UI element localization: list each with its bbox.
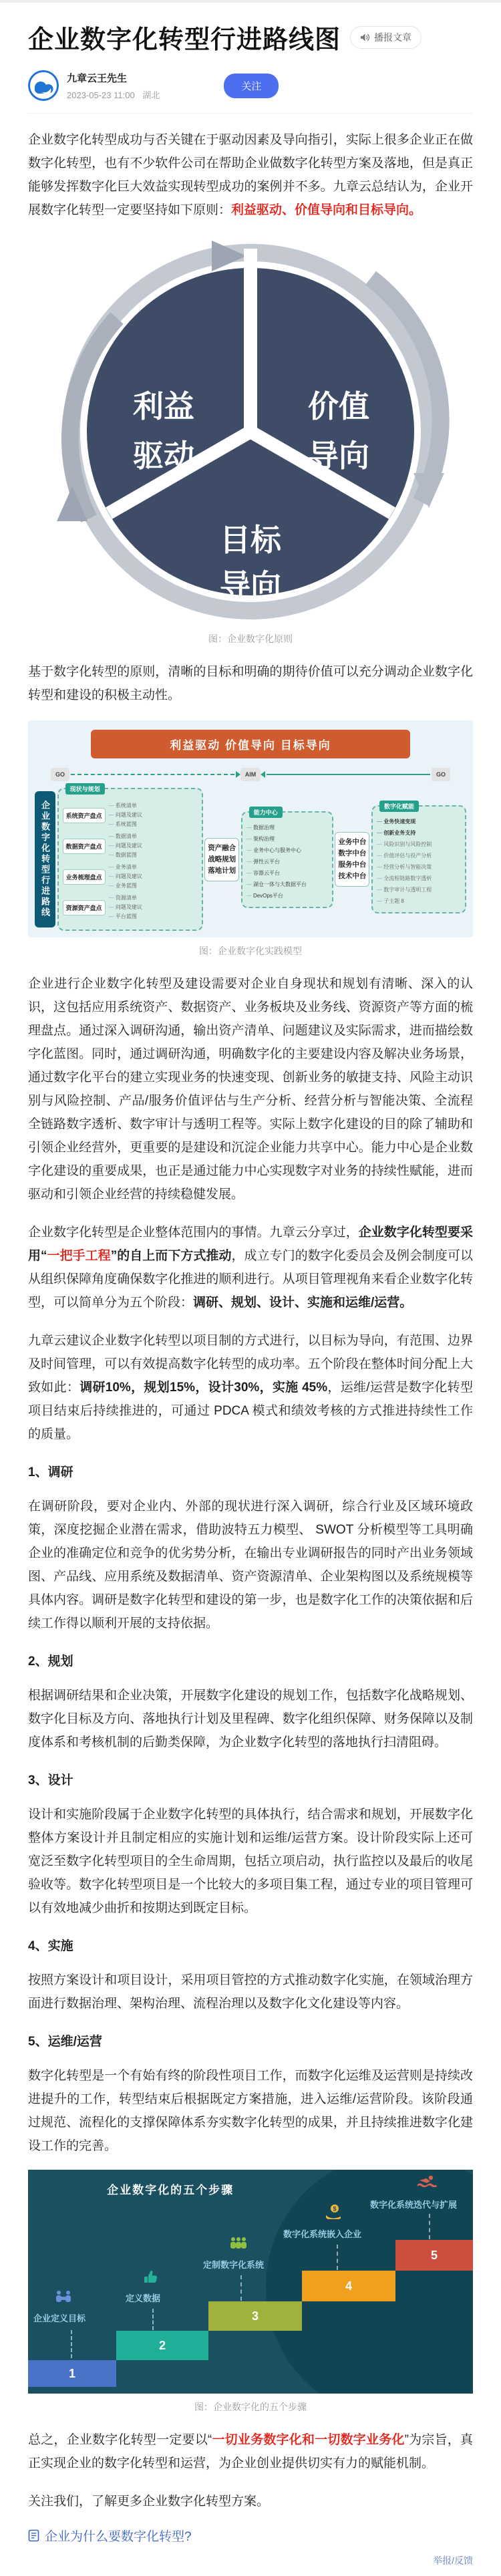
arrow-left-icon (261, 771, 265, 778)
step-1-connector (71, 2330, 72, 2358)
mindmap-branch (63, 893, 198, 921)
dashed-arrow-line (71, 774, 234, 775)
publish-location: 湖北 (142, 90, 160, 100)
leaf-item: — 问题及建议 (109, 841, 142, 851)
branch-node: 数据资产盘点 (63, 839, 106, 854)
section-2-heading: 2、规划 (28, 1655, 73, 1669)
leaf-item: — 业务清单 (109, 863, 142, 872)
conclusion-paragraph (28, 2428, 473, 2475)
article (0, 19, 501, 2567)
outro-text-2: ”为宗旨，真正实现企业的数字化转型和运营，为企业创业提供切实有力的赋能机制。 (28, 2433, 473, 2470)
broadcast-label: 播报文章 (374, 31, 412, 43)
swimmer-icon (417, 2175, 437, 2190)
enablement-item: — 数字审计与透明工程 (377, 884, 461, 895)
strategy-node (204, 838, 239, 881)
intro-paragraph (28, 128, 473, 222)
mindmap-branch (63, 801, 198, 829)
platform-line: 业务中台 (338, 838, 367, 846)
step-2-connector (152, 2309, 154, 2330)
strategy-line: 战略规划 (208, 855, 236, 863)
platform-line: 服务中台 (338, 861, 367, 869)
segment-benefit-line1: 利益 (133, 389, 194, 424)
follow-us-line: 关注我们，了解更多企业数字化转型方案。 (28, 2494, 270, 2509)
step-3-connector (240, 2275, 242, 2301)
step-5-connector (429, 2214, 430, 2239)
author-name[interactable]: 九章云王先生 (67, 72, 128, 84)
arrow-right-icon (236, 771, 240, 778)
author-row (28, 70, 473, 101)
capability-item: — 数据治理 (246, 822, 328, 833)
related-article-link[interactable]: 企业为什么要数字化转型? (45, 2530, 192, 2544)
section-3-body: 设计和实施阶段属于企业数字化转型的具体执行，结合需求和规划，开展数字化整体方案设计并且制定相应的实施计划和运维/运营方案。设计阶段实际上还可宽泛至数字化转型项目的全生命周期，包括立项启动，执行监控以及最后的收尾验收等。数字化转型项目是一个比较大的多项目集工程，通过专业的项目管理可以有效地减少曲折和按期达到既定目标。 (28, 1808, 473, 1915)
capability-item: — 弹性云平台 (246, 856, 328, 867)
publish-datetime: 2023-05-23 11:00 (67, 90, 135, 100)
svg-text:$: $ (333, 2205, 337, 2212)
related-article-row[interactable] (28, 2527, 473, 2545)
section-1-heading: 1、调研 (28, 1465, 73, 1479)
step-1-label: 企业定义目标 (33, 2313, 86, 2323)
capability-item: — 容器云平台 (246, 867, 328, 879)
segment-value-line2: 导向 (308, 438, 369, 473)
practice-model-figure (28, 720, 473, 938)
section-4-heading: 4、实施 (28, 1939, 73, 1953)
solid-arrow-line (267, 774, 430, 775)
mindmap (35, 788, 466, 931)
capability-item: — 业务中心与服务中心 (246, 845, 328, 856)
principles-red-text: 利益驱动、价值导向和目标导向。 (231, 203, 422, 217)
go-node: GO (51, 768, 69, 781)
group-digital-enablement (371, 805, 466, 913)
enablement-item: — 业务快速变现 (377, 816, 461, 827)
section-2-body: 根据调研结果和企业决策，开展数字化建设的规划工作，包括数字化战略规划、数字化目标及方向、落地执行计划及里程碑、数字化组织保障、财务保障以及制度体系和考核机制的后勤类保障，为企业数字化转型的落地执行扫清阻碍。 (28, 1689, 473, 1749)
branch-node: 系统资产盘点 (63, 808, 106, 823)
group-capability-center-tag: 能力中心 (249, 807, 283, 818)
strategy-line: 资产融合 (208, 843, 236, 852)
capability-item: — DevOps平台 (246, 890, 328, 901)
money-hand-icon (325, 2204, 342, 2223)
group-current-state (57, 788, 203, 931)
section-5-body: 数字化转型是一个有始有终的阶段性项目工作，而数字化运维及运营则是持续改进提升的工作，转型结束后根据既定方案措施，进入运维/运营阶段。该阶段通过规范、流程化的支撑保障体系夯实数字化转型的成果，并且持续推进数字化建设工作的完善。 (28, 2069, 473, 2153)
segment-value-line1: 价值 (308, 389, 369, 424)
follow-button[interactable]: 关注 (224, 74, 279, 98)
after-figure1-paragraph: 基于数字化转型的原则，清晰的目标和明确的期待价值可以充分调动企业数字化转型和建设的积极主动性。 (28, 665, 473, 702)
header-divider (28, 113, 473, 114)
group-capability-center (241, 811, 333, 908)
leaf-item: — 系统蓝图 (109, 820, 142, 829)
leaf-item: — 业务蓝图 (109, 881, 142, 891)
five-stages-bold-text: 调研、规划、设计、实施和运维/运营。 (193, 1296, 413, 1310)
capability-item: — 架构治理 (246, 833, 328, 845)
author-info (67, 71, 160, 101)
overall-text-2: ，成立专门的数字化委员会及例会制度可以从组织保障角度确保数字化推进的顺利进行。从项目管理视角来看企业数字化转型，可以简单分为五个阶段： (28, 1249, 473, 1310)
avatar[interactable] (28, 70, 59, 101)
stair-1: 1 (28, 2360, 116, 2387)
go-node-right: GO (432, 768, 450, 781)
report-row (28, 2554, 473, 2567)
segment-benefit-line2: 驱动 (133, 438, 194, 473)
stage-percentages-bold: 调研10%，规划15%，设计30%，实施 45% (79, 1381, 328, 1395)
author-logo-icon (28, 70, 59, 101)
enablement-item: — 创新业务支持 (377, 827, 461, 839)
suggestion-paragraph (28, 1329, 473, 1446)
step-4-connector (337, 2245, 338, 2270)
middle-platform-node (335, 832, 369, 887)
leaf-item: — 问题及建议 (109, 872, 142, 881)
branch-node: 业务梳理盘点 (63, 869, 106, 885)
principles-figure (28, 238, 473, 625)
step-4-label: 数字化系统嵌入企业 (283, 2229, 362, 2239)
mindmap-branch (63, 832, 198, 860)
five-steps-figure (28, 2170, 473, 2394)
overall-bold-1: 企业数字化转型要采用“ (28, 1226, 473, 1263)
five-steps-title: 企业数字化的五个步骤 (107, 2184, 234, 2196)
segment-goal-line2: 导向 (220, 568, 281, 603)
leaf-item: — 问题及建议 (109, 811, 142, 820)
capability-item: — 湖仓一体与大数据平台 (246, 879, 328, 890)
platform-line: 数字中台 (338, 849, 367, 857)
section-5-heading: 5、运维/运营 (28, 2035, 102, 2049)
section-3-heading: 3、设计 (28, 1773, 73, 1787)
speaker-icon (360, 33, 370, 42)
section-1-body: 在调研阶段，要对企业内、外部的现状进行深入调研，综合行业及区域环境政策，深度挖掘企业潜在需求，借助波特五力模型、 SWOT 分析模型等工具明确企业的准确定位和竞争的优劣势分析，在输出专业调研报告的同时产出业务领域图、产品线、应用系统及数据清单、资产资源清单、企业架构图以及系统规模等具体内容。调研是数字化转型和建设的第一步，也是数字化工作的决策依据和后续工作得以顺利开展的支持依据。 (28, 1499, 473, 1630)
strategy-line: 落地计划 (208, 866, 236, 875)
stair-5: 5 (395, 2240, 473, 2271)
team-icon (228, 2237, 248, 2253)
leaf-item: — 数据清单 (109, 832, 142, 841)
header (28, 19, 473, 55)
digitalize-red-text: 一切业务数字化和一切数字业务化 (212, 2433, 405, 2447)
overall-text-1: 企业数字化转型是企业整体范围内的事情。九章云分享过， (28, 1226, 359, 1240)
step-2-label: 定义数据 (126, 2293, 161, 2303)
principles-circle-diagram (37, 238, 464, 625)
leaf-item: — 系统清单 (109, 801, 142, 811)
overall-bold-2: ”的自上而下方式推动 (110, 1249, 232, 1263)
document-icon (28, 2529, 39, 2542)
go-aim-row (51, 768, 450, 781)
stair-4: 4 (302, 2271, 395, 2301)
group-current-state-tag: 现状与规划 (65, 783, 105, 795)
suggest-text-2: ，运维/运营是数字化转型项目结束后持续推进的，可通过 PDCA 模式和绩效考核的方式推进持续性工作的质量。 (28, 1381, 473, 1441)
leaf-item: — 问题及建议 (109, 903, 142, 912)
branch-node: 资源资产盘点 (63, 900, 106, 915)
leaf-item: — 数据蓝图 (109, 851, 142, 860)
stair-3: 3 (208, 2301, 302, 2331)
stair-2: 2 (116, 2331, 208, 2360)
enablement-item: — 价值评估与投产分析 (377, 850, 461, 861)
suggest-text-1: 九章云建议企业数字化转型以项目制的方式进行，以目标为导向，有范围、边界及时间管理，可以有效提高数字化转型的成功率。五个阶段在整体时间分配上大致如此： (28, 1334, 473, 1395)
enablement-item: — 全流程链路数字透析 (377, 873, 461, 884)
report-feedback-link[interactable]: 举报/反馈 (433, 2555, 473, 2566)
principles-banner: 利益驱动 价值导向 目标导向 (91, 730, 410, 758)
mindmap-root-node: 企业数字化转型行进路线 (35, 791, 55, 927)
top-leader-red-text: 一把手工程 (47, 1249, 111, 1263)
overall-paragraph (28, 1221, 473, 1314)
figure2-caption: 图：企业数字化实践模型 (199, 946, 302, 956)
handshake-people-icon (55, 2290, 72, 2307)
figure1-caption: 图：企业数字化原则 (208, 633, 293, 644)
aim-node: AIM (240, 768, 261, 781)
author-meta (67, 88, 160, 101)
thumbs-up-icon (143, 2270, 158, 2287)
intro-text: 企业数字化转型成功与否关键在于驱动因素及导向指引，实际上很多企业正在做数字化转型，也有不少软件公司在帮助企业做数字化转型方案及落地，但是真正能够发挥数字化巨大效益实现转型成功的案例并不多。九章云总结认为，企业开展数字化转型一定要坚持如下原则： (28, 133, 473, 217)
figure3-caption: 图：企业数字化的五个步骤 (194, 2402, 307, 2412)
group-digital-enablement-tag: 数字化赋能 (379, 801, 419, 812)
segment-goal-line1: 目标 (220, 523, 281, 557)
after-figure2-paragraph: 企业进行企业数字化转型及建设需要对企业自身现状和规划有清晰、深入的认识，这包括应用系统资产、数据资产、业务板块及业务线、资源资产等方面的梳理盘点。通过深入调研沟通，输出资产清单、问题建议及实际需求，进而描绘数字化蓝图。同时，通过调研沟通，明确数字化的主要建设内容及解决业务场景，通过数字化平台的建立实现业务的快速变现、创新业务的敏捷支持、风险主动识别与风险控制、产品/服务价值评估与生产分析、经营分析与智能决策、全流程全链路数字透析、数字审计与透明工程等。实际上数字化建设的目的除了辅助和引领企业经营外，更重要的是建设和沉淀企业能力共享中心。能力中心是企业数字化建设的重要成果，也正是通过能力中心实现数字对业务的持续性赋能，进而驱动和引领企业经营的持续稳健发展。 (28, 977, 473, 1201)
broadcast-article-button[interactable] (350, 26, 422, 49)
enablement-item: — 风险识别与风险控制 (377, 839, 461, 850)
page-top-strip (0, 0, 501, 3)
page-title: 企业数字化转型行进路线图 (28, 26, 341, 54)
outro-text-1: 总之，企业数字化转型一定要以“ (28, 2433, 212, 2447)
mindmap-branch (63, 863, 198, 891)
step-5-label: 数字化系统迭代与扩展 (370, 2200, 458, 2210)
step-3-label: 定制数字化系统 (203, 2260, 265, 2270)
leaf-item: — 资源清单 (109, 893, 142, 903)
section-4-body: 按照方案设计和项目设计，采用项目管控的方式推动数字化实施，在领域治理方面进行数据治理、架构治理、流程治理以及数字化文化建设等内容。 (28, 1973, 473, 2011)
enablement-item: — 经营分析与智能决策 (377, 861, 461, 873)
leaf-item: — 平台蓝图 (109, 912, 142, 921)
enablement-item: — 子主题 8 (377, 895, 461, 907)
platform-line: 技术中台 (338, 872, 367, 880)
